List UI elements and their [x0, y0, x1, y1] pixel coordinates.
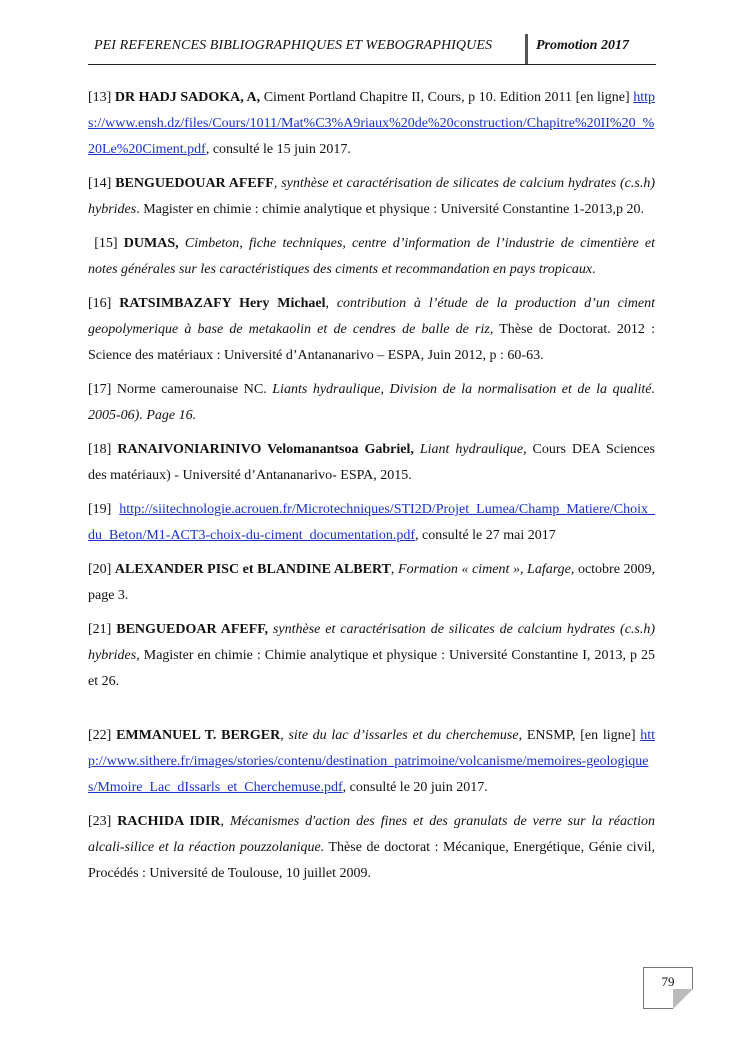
ref-text: Magister en chimie : Chimie analytique et physique : Université Constantine I, 2013, p 25 et 26.: [88, 648, 655, 689]
ref-title: Liant hydraulique: [413, 442, 524, 457]
ref-author: ALEXANDER PISC et BLANDINE ALBERT: [114, 562, 391, 577]
ref-text: Norme camerounaise NC.: [111, 382, 273, 397]
reference-17: [88, 377, 655, 429]
ref-author: BENGUEDOAR AFEFF,: [116, 622, 269, 637]
header-title: PEI REFERENCES BIBLIOGRAPHIQUES ET WEBOGRAPHIQUES: [94, 38, 493, 53]
page-header: [88, 34, 656, 65]
page-number-box: [643, 967, 693, 1009]
ref-title: synthèse et caractérisation de silicates de calcium hydrates (c.s.h) hybrides,: [88, 622, 656, 663]
ref-author: DUMAS,: [123, 236, 179, 251]
ref-number: [14]: [88, 176, 112, 191]
reference-18: [88, 437, 655, 489]
spacer: [88, 703, 655, 723]
ref-number: [16]: [88, 296, 112, 311]
ref-text: , consulté le 20 juin 2017.: [342, 780, 488, 795]
reference-19: [88, 497, 655, 549]
page-corner-fold: [673, 989, 693, 1009]
ref-text: . Magister en chimie : chimie analytique et physique : Université Constantine 1-2013,p 20.: [136, 202, 644, 217]
ref-link[interactable]: https://www.ensh.dz/files/Cours/1011/Mat%C3%A9riaux%20de%20construction/Chapitre%20II%20_%20Le%20Ciment.pdf: [88, 90, 655, 157]
ref-number: [23]: [88, 814, 112, 829]
reference-13: [88, 85, 655, 163]
ref-title: Formation « ciment », Lafarge: [398, 562, 571, 577]
reference-21: [88, 617, 655, 695]
ref-text: , octobre 2009, page 3.: [88, 562, 656, 603]
ref-title: Mécanismes d'action des fines et des granulats de verre sur la réaction alcali-silice et la réaction pouzzolanique.: [88, 814, 656, 855]
ref-text: ,: [390, 562, 399, 577]
ref-text: , consulté le 27 mai 2017: [415, 528, 556, 543]
ref-author: RATSIMBAZAFY Hery Michael: [119, 296, 326, 311]
ref-text: ,: [325, 296, 337, 311]
reference-20: [88, 557, 655, 609]
ref-author: DR HADJ SADOKA, A,: [114, 90, 261, 105]
reference-14: [88, 171, 655, 223]
ref-author: RACHIDA IDIR: [117, 814, 221, 829]
ref-text: .: [592, 262, 596, 277]
ref-text: , Cours DEA Sciences des matériaux) - Université d’Antananarivo- ESPA, 2015.: [88, 442, 655, 483]
page-number: 79: [661, 974, 675, 989]
ref-link[interactable]: http://www.sithere.fr/images/stories/contenu/destination_patrimoine/volcanisme/memoires-geologiques/Mmoire_Lac_dIssarls_et_Cherchemuse.pdf: [88, 728, 656, 795]
ref-title: Liants hydraulique, Division de la normalisation et de la qualité. 2005-06). Page 16.: [88, 382, 655, 423]
ref-text: Ciment Portland Chapitre II, Cours, p 10. Edition 2011 [en ligne]: [260, 90, 634, 105]
ref-number: [20]: [88, 562, 112, 577]
reference-15: [88, 231, 655, 283]
ref-number: [15]: [94, 236, 118, 251]
ref-title: site du lac d’issarles et du cherchemuse: [288, 728, 519, 743]
reference-22: [88, 723, 655, 801]
ref-title: Cimbeton, fiche techniques, centre d’information de l’industrie de cimentière et notes générales sur les caractéristiques des ciments et recommandation en pays tropicaux: [88, 236, 656, 277]
ref-number: [19]: [88, 502, 112, 517]
ref-number: [21]: [88, 622, 112, 637]
ref-title: , synthèse et caractérisation de silicates de calcium hydrates (c.s.h) hybrides: [88, 176, 656, 217]
header-promotion: Promotion 2017: [536, 38, 629, 53]
ref-number: [17]: [88, 382, 112, 397]
reference-16: [88, 291, 655, 369]
ref-number: [22]: [88, 728, 112, 743]
ref-number: [18]: [88, 442, 112, 457]
ref-text: , consulté le 15 juin 2017.: [205, 142, 351, 157]
ref-link[interactable]: http://siitechnologie.acrouen.fr/Microtechniques/STI2D/Projet_Lumea/Champ_Matiere/Choix_du_Beton/M1-ACT3-choix-du-ciment_documentation.pdf: [88, 502, 655, 543]
reference-list: [88, 85, 655, 895]
ref-number: [13]: [88, 90, 112, 105]
reference-23: [88, 809, 655, 887]
ref-author: EMMANUEL T. BERGER: [116, 728, 281, 743]
ref-text: Thèse de doctorat : Mécanique, Energétique, Génie civil, Procédés : Université de Toulouse, 10 juillet 2009.: [88, 840, 655, 881]
ref-author: BENGUEDOUAR AFEFF: [115, 176, 274, 191]
ref-title: contribution à l’étude de la production d’un ciment geopolymerique à base de metakaolin et de cendres de balle de riz: [88, 296, 656, 337]
ref-text: ,: [220, 814, 230, 829]
ref-text: , Thèse de Doctorat. 2012 : Science des matériaux : Université d’Antananarivo – ESPA, Juin 2012, p : 60-63.: [88, 322, 655, 363]
ref-text: ,: [280, 728, 289, 743]
ref-text: , ENSMP, [en ligne]: [518, 728, 641, 743]
header-separator: [525, 34, 528, 64]
ref-author: RANAIVONIARINIVO Velomanantsoa Gabriel,: [117, 442, 414, 457]
